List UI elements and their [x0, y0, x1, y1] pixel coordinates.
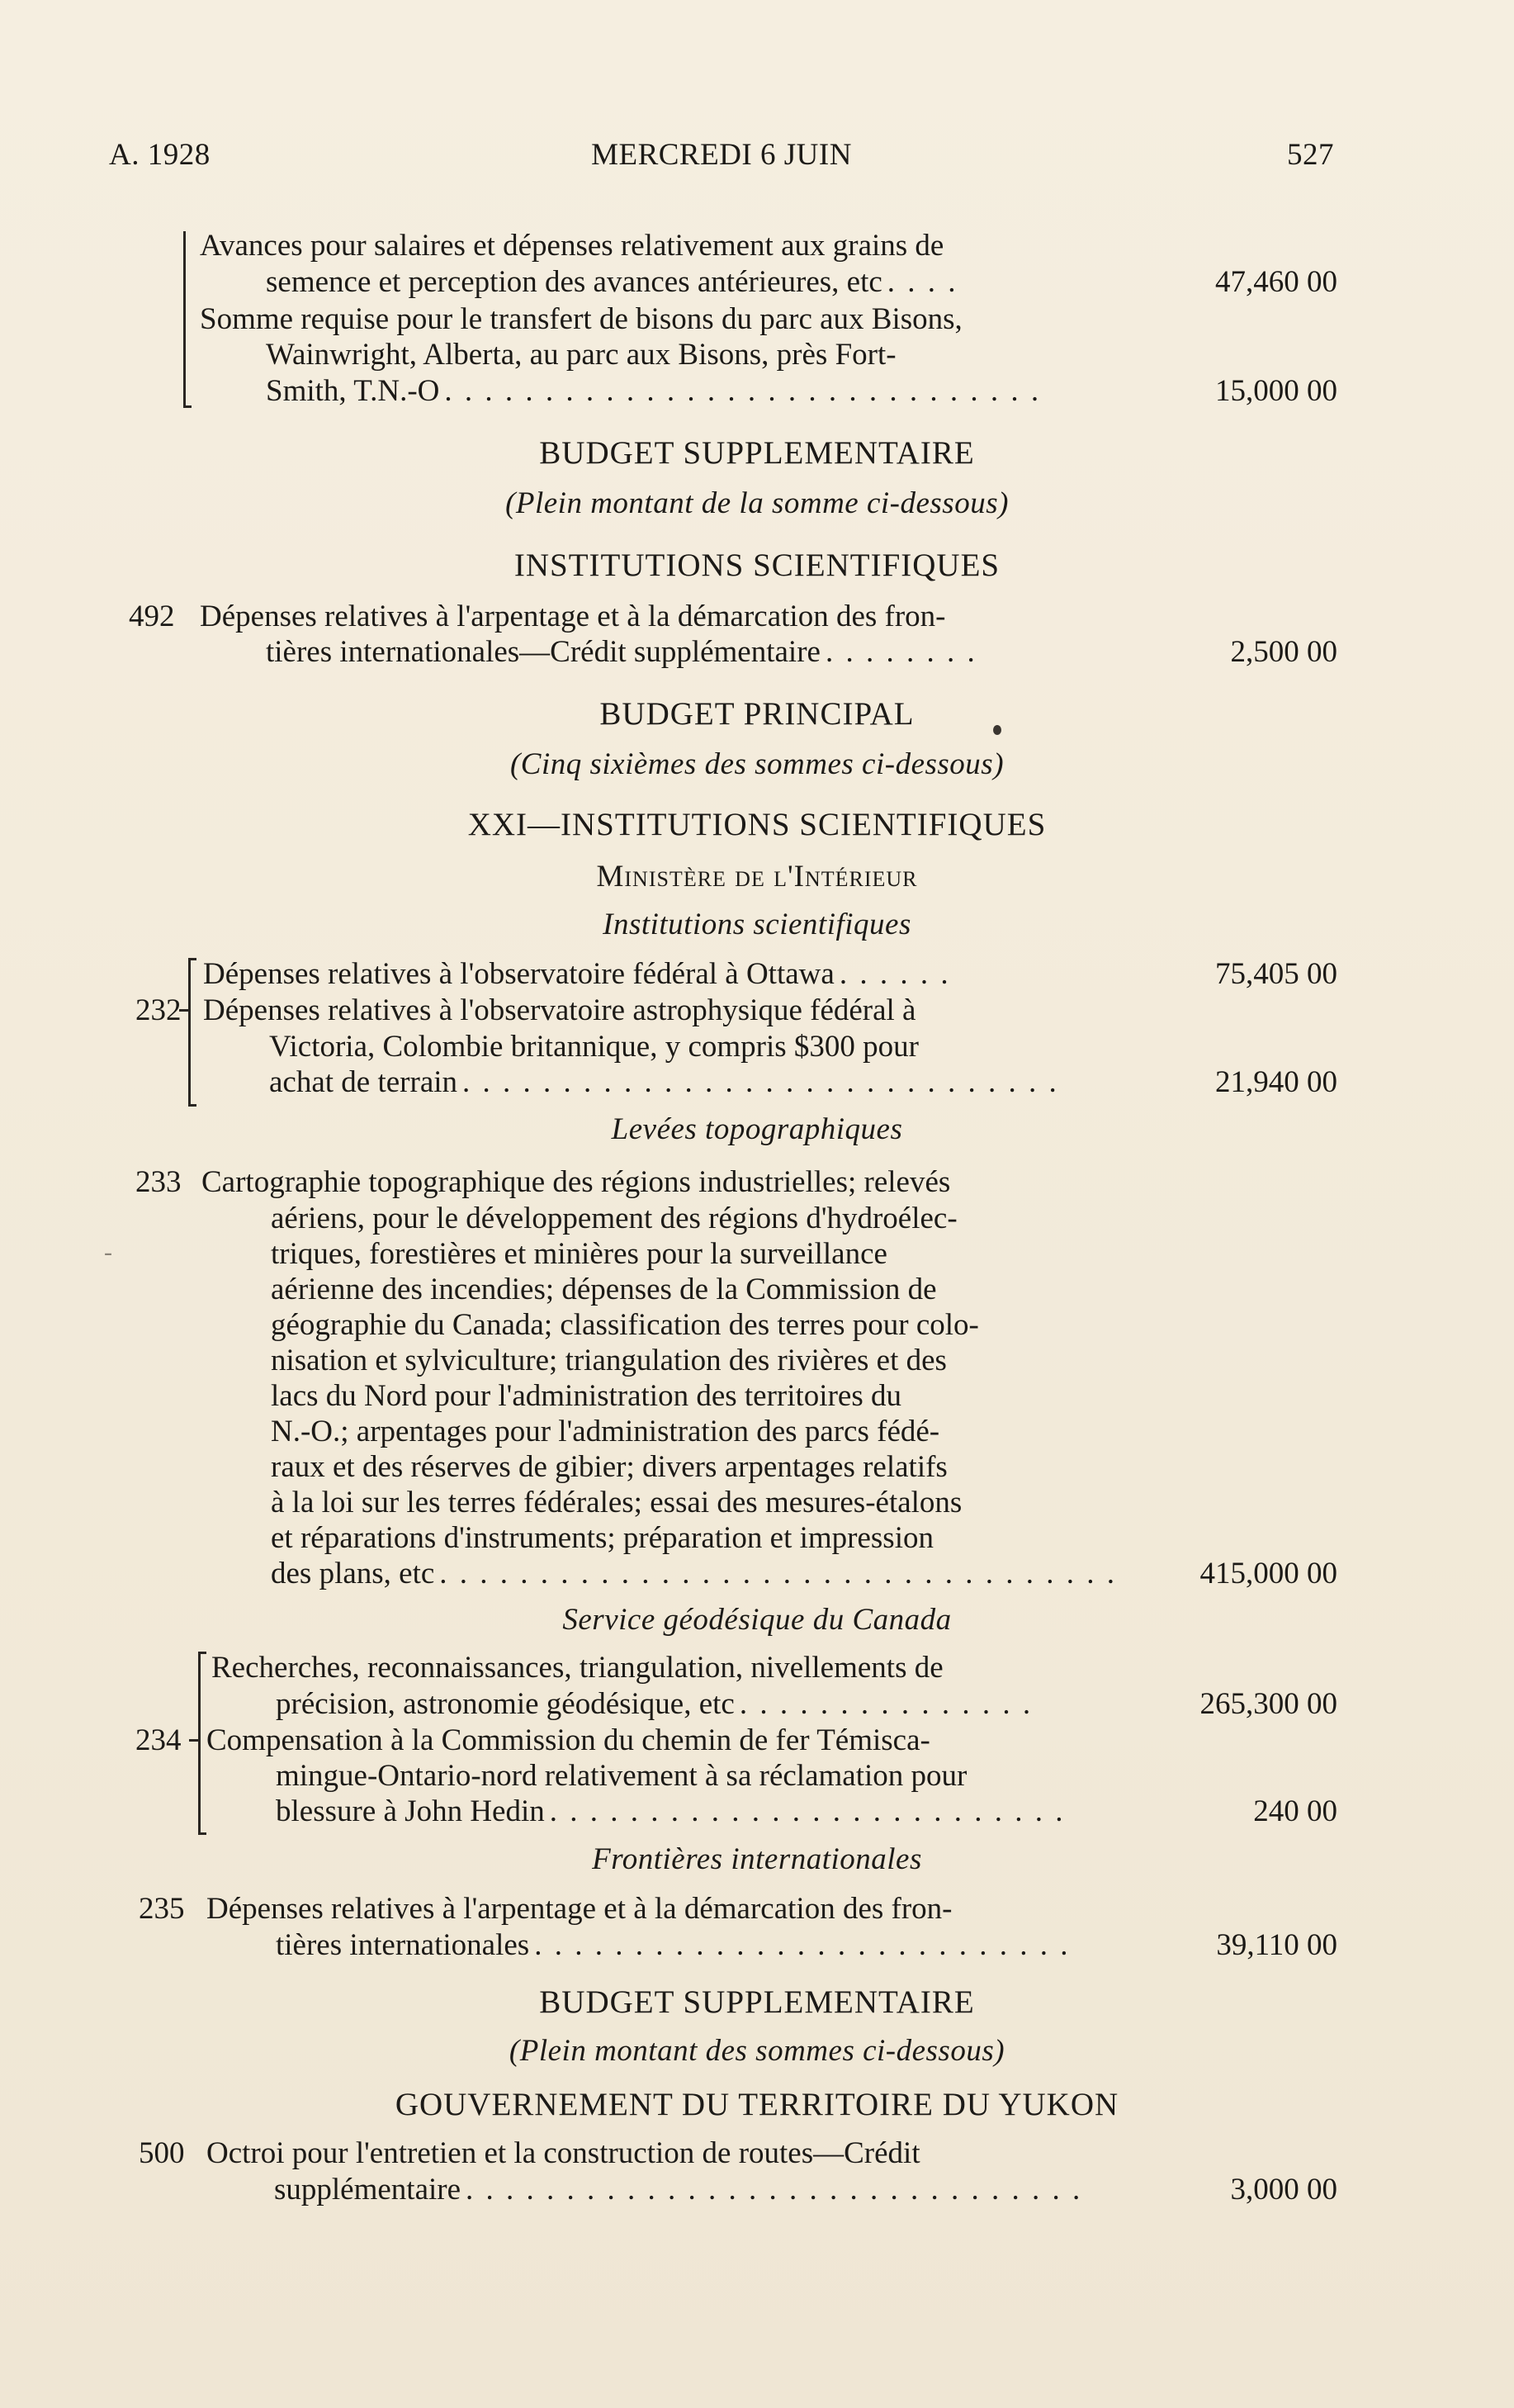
line-text: Cartographie topographique des régions industrielles; relevés [201, 1165, 951, 1199]
line-text: aériens, pour le développement des régions d'hydroélec- [271, 1202, 958, 1235]
text-line [0, 1164, 1514, 1201]
amount: 75,405 00 [1215, 957, 1337, 991]
vote-number: 235 [139, 1892, 185, 1926]
vote-number: 234 [135, 1723, 182, 1757]
text-line [0, 228, 1514, 264]
header-year: A. 1928 [109, 138, 211, 172]
section-subheading: (Plein montant des sommes ci-dessous) [509, 2034, 1005, 2068]
text-line [0, 1029, 1514, 1065]
line-text: N.-O.; arpentages pour l'administration des parcs fédé- [271, 1415, 940, 1448]
line-text: Compensation à la Commission du chemin de fer Témisca- [206, 1723, 930, 1757]
text-line [0, 2135, 1514, 2172]
text-line [0, 1927, 1514, 1964]
leader-dots: . . . . . . . . . . . . . . . . . . . . . . . . . . . . . . [444, 374, 1042, 408]
text-line [0, 1556, 1514, 1592]
amount: 265,300 00 [1199, 1687, 1337, 1721]
text-line [0, 1794, 1514, 1830]
amount: 15,000 00 [1215, 374, 1337, 408]
page-header [109, 137, 1334, 178]
section-heading: BUDGET PRINCIPAL [599, 696, 915, 732]
text-line [0, 1343, 1514, 1379]
line-text: lacs du Nord pour l'administration des territoires du [271, 1379, 901, 1413]
text-line [0, 1378, 1514, 1415]
text-line [0, 1891, 1514, 1927]
vote-number: 232 [135, 993, 182, 1027]
text-line [0, 634, 1514, 671]
text-line [0, 1723, 1514, 1759]
text-line [0, 1485, 1514, 1521]
text-line [0, 1686, 1514, 1723]
amount: 415,000 00 [1199, 1557, 1337, 1590]
leader-dots: . . . . . . . . . . . . . . . . . . . . . . . . . . [549, 1794, 1066, 1828]
leader-dots: . . . . . . [839, 957, 951, 991]
line-text: aérienne des incendies; dépenses de la Commission de [271, 1273, 937, 1306]
section-subheading: (Cinq sixièmes des sommes ci-dessous) [509, 747, 1005, 781]
text-line [0, 1758, 1514, 1794]
line-text: tières internationales [276, 1928, 530, 1962]
line-text: triques, forestières et minières pour la surveillance [271, 1237, 887, 1271]
line-text: Dépenses relatives à l'observatoire fédéral à Ottawa [203, 957, 835, 991]
line-text: supplémentaire [274, 2173, 461, 2207]
line-text: nisation et sylviculture; triangulation des rivières et des [271, 1344, 947, 1377]
text-line [0, 956, 1514, 993]
margin-mark: - [104, 1239, 112, 1266]
line-text: Dépenses relatives à l'arpentage et à la démarcation des fron- [206, 1892, 953, 1926]
leader-dots: . . . . . . . . . . . . . . . [739, 1687, 1034, 1721]
text-line [0, 1449, 1514, 1486]
amount: 39,110 00 [1216, 1928, 1337, 1962]
section-subheading: (Plein montant de la somme ci-dessous) [505, 486, 1009, 520]
line-text: géographie du Canada; classification des terres pour colo- [271, 1308, 979, 1342]
vote-number: 492 [129, 600, 175, 633]
text-line [0, 373, 1514, 410]
text-line [0, 1650, 1514, 1686]
line-text: Victoria, Colombie britannique, y compris $300 pour [269, 1030, 919, 1064]
amount: 2,500 00 [1230, 635, 1337, 669]
text-line [0, 337, 1514, 373]
text-line [0, 1520, 1514, 1557]
text-line [0, 599, 1514, 635]
line-text: semence et perception des avances antérieures, etc [266, 265, 882, 299]
leader-dots: . . . . [887, 265, 958, 299]
line-text: Avances pour salaires et dépenses relativement aux grains de [200, 229, 944, 263]
section-heading: BUDGET SUPPLEMENTAIRE [539, 1984, 975, 2020]
line-text: raux et des réserves de gibier; divers arpentages relatifs [271, 1450, 948, 1484]
line-text: Recherches, reconnaissances, triangulation, nivellements de [211, 1651, 944, 1685]
text-line [0, 1236, 1514, 1273]
section-heading: BUDGET SUPPLEMENTAIRE [539, 435, 975, 471]
line-text: des plans, etc [271, 1557, 435, 1590]
amount: 21,940 00 [1215, 1065, 1337, 1099]
vote-number: 233 [135, 1165, 182, 1199]
text-line [0, 993, 1514, 1029]
page-number: 527 [1287, 138, 1334, 172]
section-heading: GOUVERNEMENT DU TERRITOIRE DU YUKON [395, 2087, 1119, 2122]
text-line [0, 1201, 1514, 1237]
text-line [0, 1272, 1514, 1308]
leader-dots: . . . . . . . . [825, 635, 977, 669]
text-line [0, 2172, 1514, 2208]
text-line [0, 301, 1514, 338]
text-line [0, 1414, 1514, 1450]
line-text: Dépenses relatives à l'arpentage et à la démarcation des fron- [200, 600, 946, 633]
text-line [0, 264, 1514, 301]
line-text: mingue-Ontario-nord relativement à sa réclamation pour [276, 1759, 968, 1793]
line-text: tières internationales—Crédit supplémentaire [266, 635, 821, 669]
leader-dots: . . . . . . . . . . . . . . . . . . . . . . . . . . . . . . . [466, 2173, 1083, 2207]
department-heading: Ministère de l'Intérieur [596, 860, 918, 894]
line-text: Dépenses relatives à l'observatoire astrophysique fédéral à [203, 993, 916, 1027]
section-heading: XXI—INSTITUTIONS SCIENTIFIQUES [467, 807, 1047, 842]
amount: 47,460 00 [1215, 265, 1337, 299]
text-line [0, 1307, 1514, 1344]
line-text: précision, astronomie géodésique, etc [276, 1687, 735, 1721]
subsection-heading: Levées topographiques [611, 1112, 903, 1146]
subsection-heading: Service géodésique du Canada [562, 1603, 952, 1637]
line-text: à la loi sur les terres fédérales; essai des mesures-étalons [271, 1486, 963, 1519]
line-text: Octroi pour l'entretien et la construction de routes—Crédit [206, 2136, 920, 2170]
line-text: achat de terrain [269, 1065, 458, 1099]
subsection-heading: Institutions scientifiques [603, 908, 911, 941]
line-text: et réparations d'instruments; préparation et impression [271, 1521, 934, 1555]
amount: 3,000 00 [1230, 2173, 1337, 2207]
line-text: Somme requise pour le transfert de bisons du parc aux Bisons, [200, 302, 963, 336]
leader-dots: . . . . . . . . . . . . . . . . . . . . . . . . . . . [534, 1928, 1071, 1962]
header-date: MERCREDI 6 JUIN [591, 138, 852, 172]
section-heading: INSTITUTIONS SCIENTIFIQUES [513, 547, 1001, 583]
text-line [0, 1064, 1514, 1101]
line-text: Wainwright, Alberta, au parc aux Bisons, près Fort- [266, 338, 897, 372]
line-text: blessure à John Hedin [276, 1794, 545, 1828]
leader-dots: . . . . . . . . . . . . . . . . . . . . . . . . . . . . . . . . . . [439, 1557, 1118, 1590]
ink-mark [993, 725, 1001, 735]
leader-dots: . . . . . . . . . . . . . . . . . . . . . . . . . . . . . . [462, 1065, 1059, 1099]
amount: 240 00 [1253, 1794, 1337, 1828]
line-text: Smith, T.N.-O [266, 374, 440, 408]
subsection-heading: Frontières internationales [592, 1842, 922, 1876]
vote-number: 500 [139, 2136, 185, 2170]
